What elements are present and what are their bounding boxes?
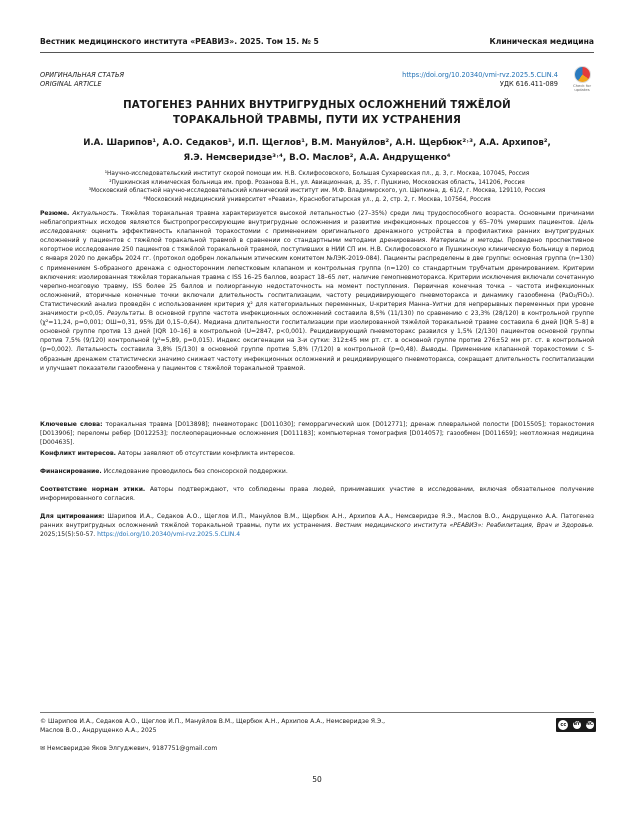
title-line-1: ПАТОГЕНЕЗ РАННИХ ВНУТРИГРУДНЫХ ОСЛОЖНЕНИЙ ТЯЖЁЛОЙ bbox=[123, 100, 511, 111]
conflict-label: Конфликт интересов. bbox=[40, 450, 116, 457]
methods-text: Проведено проспективное когортное исследование 250 пациентов с тяжёлой торакальной травмой, поступивших в НИИ СП им. Н.В. Склифосовского и Пушкинскую клиническую больницу в период с января 2020 по декабрь 2024 гг. (протокол одобрен локальным этическим комитетом №ЛЭК-2019-084). Пациенты распределены в две группы: основная группа (n=130) с применением S-образного дренажа с односторонним лепестковым клапаном и контрольная группа (n=120) со стандартным трубчатым дренированием. Критерии включения: изолированная тяжёлая торакальная травма с ISS 16–25 баллов, возраст 18–65 лет, наличие гемопневмоторакса. Критерии исключения включали сочетанную черепно-мозговую травму, ISS более 25 баллов и полиорганную недостаточность на момент поступления. Первичная конечная точка – частота инфекционных осложнений, вторичные конечные точки включали длительность госпитализации, частоту рецидивирующего пневмоторакса и динамику газообмена (PaO₂/FiO₂). Статистический анализ проведён с использованием критерия χ² для категориальных переменных, U-критерия Манна–Уитни для непрерывных переменных при уровне значимости p<0,05. bbox=[40, 237, 594, 318]
funding-text: Исследование проводилось без спонсорской поддержки. bbox=[103, 468, 288, 475]
citation-year-pages: 2025;15(5):50-57. bbox=[40, 531, 96, 539]
citation bbox=[40, 512, 594, 539]
keywords bbox=[40, 420, 594, 447]
journal-name: Вестник медицинского института «РЕАВИЗ». 2025. Том 15. № 5 bbox=[40, 37, 319, 46]
copyright bbox=[40, 717, 510, 735]
title-line-2: ТОРАКАЛЬНОЙ ТРАВМЫ, ПУТИ ИХ УСТРАНЕНИЯ bbox=[173, 115, 461, 126]
citation-journal: Вестник медицинского института «РЕАВИЗ»: Реабилитация, Врач и Здоровье. bbox=[335, 522, 594, 530]
affiliation-4: ⁴Московский медицинский университет «Реавиз», Краснобогатырская ул., д. 2, стр. 2, г. Москва, 107564, Россия bbox=[143, 196, 491, 203]
conflict-of-interest bbox=[40, 449, 594, 458]
copyright-line-1: © Шарипов И.А., Седаков А.О., Щеглов И.П., Мануйлов В.М., Щербюк А.Н., Архипов А.А., Немсверидзе Я.Э., bbox=[40, 718, 386, 725]
section-name: Клиническая медицина bbox=[489, 37, 594, 46]
affiliation-3: ³Московский областной научно-исследовательский клинический институт им. М.Ф. Владимирского, ул. Щепкина, д. 61/2, г. Москва, 129110, Россия bbox=[88, 188, 546, 195]
conclusions-label: Выводы. bbox=[421, 346, 449, 354]
keywords-label: Ключевые слова: bbox=[40, 421, 103, 428]
article-type-en: ORIGINAL ARTICLE bbox=[40, 79, 102, 88]
affiliation-1: ¹Научно-исследовательский институт скорой помощи им. Н.В. Склифосовского, Большая Сухаревская пл., д. 3, г. Москва, 107045, Россия bbox=[104, 171, 530, 177]
results-text: В основной группе частота инфекционных осложнений составила 8,5% (11/130) по сравнению с 23,3% (28/120) в контрольной группе (χ²=11,24, p=0,001; ОШ=0,31, 95% ДИ 0,15–0,64). Медиана длительности госпитализации при изолированной тяжёлой торакальной травме составила 6 дней [IQR 5–8] в основной группе против 13 дней [IQR 10–16] в контрольной (U=2847, p<0,001). Рецидивирующий пневмоторакс развился у 1,5% (2/130) пациентов основной группы против 7,5% (9/120) контрольной (χ²=5,89, p=0,015). Индекс оксигенации на 3-и сутки: 312±45 мм рт. ст. в основной группе против 276±52 мм рт. ст. в контрольной (p=0,002). Летальность составила 3,8% (5/130) в основной группе против 5,8% (7/120) в контрольной (p=0,48). bbox=[40, 310, 594, 354]
udk-code: УДК 616.411-089 bbox=[499, 80, 558, 88]
funding bbox=[40, 467, 594, 476]
results-label: Результаты. bbox=[107, 310, 147, 318]
corresponding-author: ✉ Немсверидзе Яков Элгуджевич, 9187751@gmail.com bbox=[40, 745, 218, 752]
citation-text: Шарипов И.А., Седаков А.О., Щеглов И.П., Мануйлов В.М., Щербюк А.Н., Архипов А.А., Немсверидзе Я.Э., Маслов В.О., Андрущенко А.А. Патогенез ранних внутригрудных осложнений тяжёлой торакальной травмы, пути их устранения. bbox=[40, 513, 594, 530]
authors-line-2: Я.Э. Немсверидзе³˒⁴, В.О. Маслов², А.А. Андрущенко⁴ bbox=[183, 153, 451, 163]
relevance-label: Актуальность. bbox=[72, 210, 119, 217]
citation-label: Для цитирования: bbox=[40, 513, 105, 520]
methods-label: Материалы и методы. bbox=[430, 237, 504, 245]
ethics-statement bbox=[40, 485, 594, 503]
by-icon: BY bbox=[573, 722, 581, 727]
ethics-text: Авторы подтверждают, что соблюдены права людей, принимавших участие в исследовании, включая обязательное получение информированного согласия. bbox=[40, 486, 594, 503]
cc-icon: cc bbox=[558, 720, 568, 730]
abstract-label: Резюме. bbox=[40, 210, 70, 217]
ethics-label: Соответствие нормам этики. bbox=[40, 486, 146, 493]
affiliations bbox=[40, 170, 594, 204]
relevance-text: Тяжёлая торакальная травма характеризуется высокой летальностью (27–35%) среди лиц трудоспособного возраста. Основными причинами неблагоприятных исходов являются быстропрогрессирующие внутригрудные осложнения и развитие инфекционных процессов у 65–70% умерших пациентов. bbox=[40, 210, 594, 227]
article-type bbox=[40, 71, 124, 88]
check-for-updates-badge[interactable]: Check for updates bbox=[567, 66, 597, 96]
conflict-text: Авторы заявляют об отсутствии конфликта интересов. bbox=[117, 450, 295, 457]
article-type-ru: ОРИГИНАЛЬНАЯ СТАТЬЯ bbox=[40, 71, 125, 79]
header-divider bbox=[40, 52, 594, 53]
running-header bbox=[40, 37, 594, 51]
affiliation-2: ²Пушкинская клиническая больница им. проф. Розанова В.Н., ул. Авиационная, д. 35, г. Пушкино, Московская область, 141206, Россия bbox=[109, 179, 525, 186]
funding-label: Финансирование. bbox=[40, 468, 102, 475]
conclusions-text: Применение клапанной торакостомии с S-образным дренажем статистически значимо снижает частоту инфекционных осложнений и рецидивирующего пневмоторакса, сокращает длительность госпитализации и улучшает показатели газообмена у пациентов с тяжёлой торакальной травмой. bbox=[40, 346, 594, 372]
author-list bbox=[40, 136, 594, 166]
citation-doi-link[interactable]: https://doi.org/10.20340/vmi-rvz.2025.5.CLIN.4 bbox=[97, 531, 241, 539]
authors-line-1: И.А. Шарипов¹, А.О. Седаков¹, И.П. Щеглов¹, В.М. Мануйлов², А.Н. Щербюк²˒³, А.А. Архипов², bbox=[83, 138, 551, 148]
copyright-line-2: Маслов В.О., Андрущенко А.А., 2025 bbox=[40, 727, 157, 734]
page-number: 50 bbox=[312, 775, 322, 784]
abstract bbox=[40, 209, 594, 373]
article-title bbox=[40, 98, 594, 128]
footer-divider bbox=[40, 712, 594, 713]
cc-license-badge[interactable] bbox=[556, 718, 596, 732]
aim-text: оценить эффективность клапанной торакостомии с применением оригинального дренажного устройства в профилактике ранних внутригрудных осложнений у пациентов с тяжёлой торакальной травмой в сравнении со стандартными методами дренирования. bbox=[40, 228, 594, 245]
keywords-text: торакальная травма [D013898]; пневмоторакс [D011030]; геморрагический шок [D012771]; дренаж плевральной полости [D015505]; торакостомия [D013906]; переломы ребер [D012253]; послеоперационные осложнения [D011183]; компьютерная томография [D014057]; газообмен [D011659]; неотложная медицина [D004635]. bbox=[40, 421, 594, 447]
crossmark-icon bbox=[574, 66, 591, 83]
nc-icon: NC bbox=[586, 722, 594, 727]
doi-link[interactable]: https://doi.org/10.20340/vmi-rvz.2025.5.CLIN.4 bbox=[402, 71, 558, 79]
aim-label: Цель исследования: bbox=[40, 219, 594, 236]
